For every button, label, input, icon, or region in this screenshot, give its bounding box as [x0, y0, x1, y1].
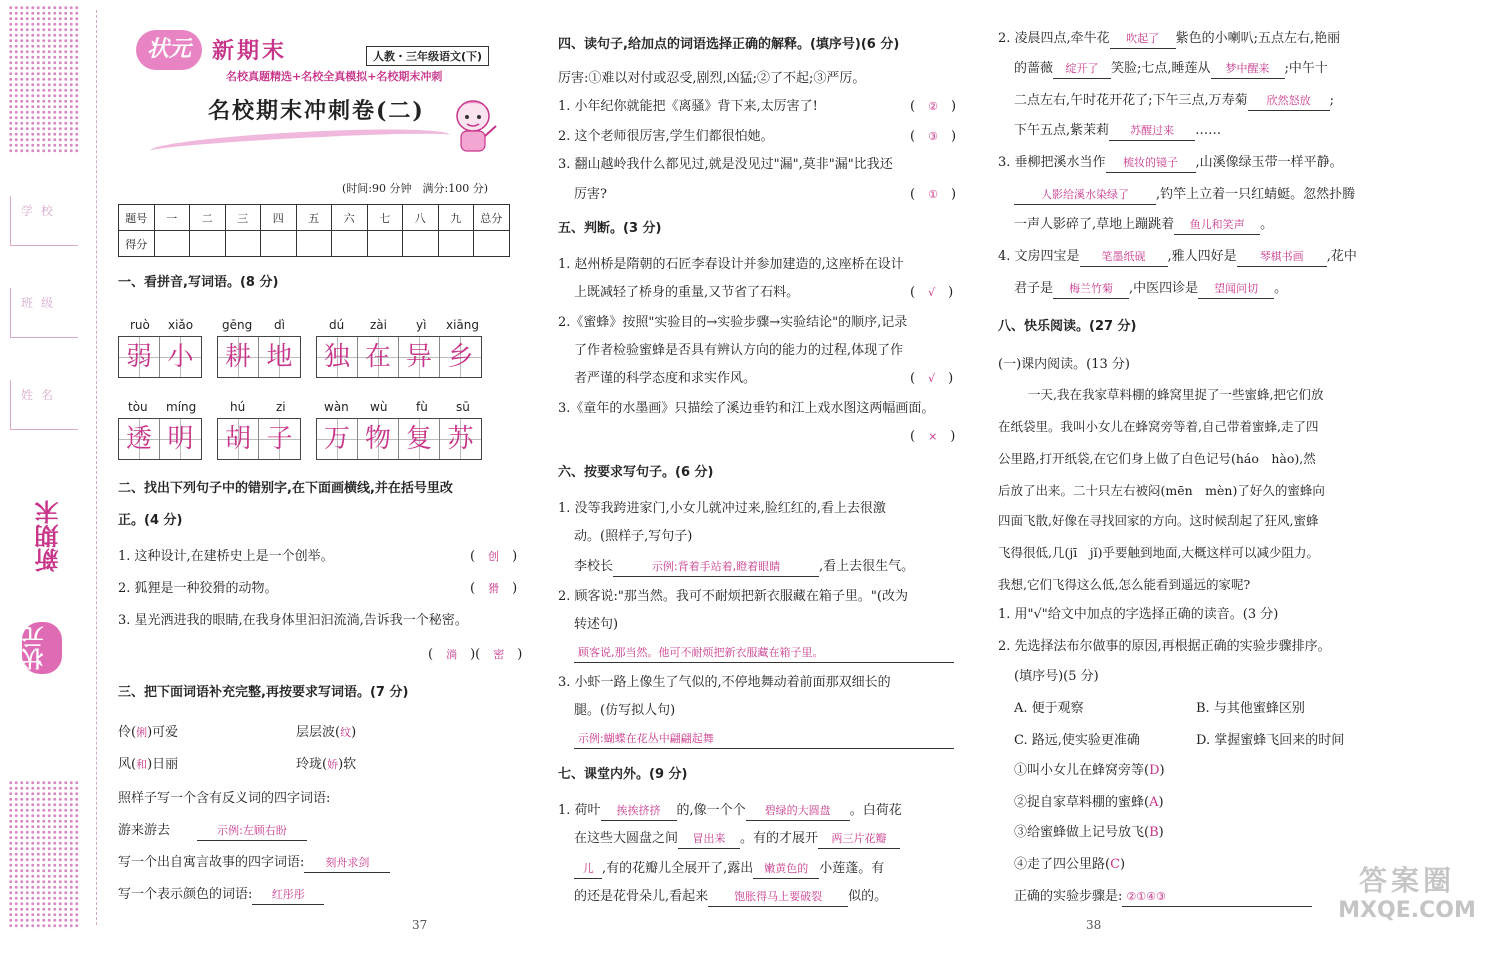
char-cell[interactable]: 透	[119, 419, 160, 459]
s5-q2: 2.《蜜蜂》按照"实验目的→实验步骤→实验结论"的顺序,记录	[558, 315, 908, 330]
page-number-left: 37	[412, 918, 428, 932]
s5-q1b: 上既减轻了桥身的重量,又节省了石料。	[574, 285, 800, 300]
char-cell[interactable]: 耕	[218, 337, 259, 377]
score-header: 五	[296, 205, 332, 231]
logo-badge: 状元	[136, 30, 202, 70]
score-header: 一	[154, 205, 190, 231]
tagline: 名校真题精选+名校全真模拟+名校期末冲刺	[226, 70, 443, 83]
score-table	[118, 204, 510, 257]
watermark-title: 答案圈	[1358, 864, 1455, 897]
char-cell[interactable]: 弱	[119, 337, 160, 377]
s4-q2: 2. 这个老师很厉害,学生们都很怕她。	[558, 129, 774, 144]
s8-q2: 2. 先选择法布尔做事的原因,再根据正确的实验步骤排序。	[998, 639, 1331, 654]
pinyin: gēng	[222, 318, 253, 332]
char-box-group	[316, 418, 482, 460]
s3-title: 三、把下面词语补充完整,再按要求写词语。(7 分)	[118, 685, 409, 700]
sidebar-brand: 新期末	[35, 500, 63, 572]
score-header: 总分	[474, 205, 510, 231]
s7-line2: 在这些大圆盘之间 冒出来 。有的才展开 两三片花瓣	[574, 830, 900, 849]
pinyin: yì	[416, 318, 427, 332]
s2-a1: ( 创 )	[470, 549, 518, 564]
score-cell[interactable]	[154, 231, 190, 257]
pinyin: xiǎo	[168, 318, 194, 332]
pinyin: fù	[416, 400, 428, 414]
score-cell[interactable]	[190, 231, 226, 257]
s8-p4: 后放了出来。二十只左右被闷(mēn mèn)了好久的蜜蜂向	[998, 483, 1325, 498]
s4-a3: ( ① )	[910, 187, 957, 202]
sidebar-logo: 状元	[22, 622, 62, 674]
s8-optB: B. 与其他蜜蜂区别	[1196, 701, 1305, 716]
pinyin: wù	[370, 400, 388, 414]
pinyin: zài	[370, 318, 387, 332]
score-cell[interactable]	[367, 231, 403, 257]
s4-a1: ( ② )	[910, 99, 957, 114]
char-box-group	[217, 418, 301, 460]
s4-def: 厉害:①难以对付或忍受,剧烈,凶猛;②了不起;③严厉。	[558, 71, 866, 86]
watermark-url: MXQE.COM	[1338, 898, 1476, 923]
pinyin: zi	[276, 400, 286, 414]
s7-line3: 儿 ,有的花瓣儿全展开了,露出 嫩黄色的 小莲蓬。有	[574, 860, 884, 879]
s8-q1: 1. 用"√"给文中加点的字选择正确的读音。(3 分)	[998, 607, 1279, 622]
r4-l1: 4. 文房四宝是 笔墨纸砚 ,雅人四好是 琴棋书画 ,花中	[998, 248, 1357, 267]
s4-title: 四、读句子,给加点的词语选择正确的解释。(填序号)(6 分)	[558, 37, 900, 52]
pinyin: ruò	[130, 318, 150, 332]
r3-l3: 一声人影碎了,草地上蹦跳着 鱼儿和笑声 。	[1014, 216, 1273, 235]
s8-step1: ①叫小女儿在蜂窝旁等(D)	[1014, 763, 1165, 778]
s1-title: 一、看拼音,写词语。(8 分)	[118, 275, 279, 290]
score-header: 二	[190, 205, 226, 231]
pinyin: xiāng	[446, 318, 480, 332]
s2-q3: 3. 星光洒进我的眼睛,在我身体里汩汩流淌,告诉我一个秘密。	[118, 613, 468, 628]
s4-q3: 3. 翻山越岭我什么都见过,就是没见过"漏",莫非"漏"比我还	[558, 157, 893, 172]
s4-q3b: 厉害?	[574, 187, 607, 202]
r2-l3: 二点左右,午时花开花了;下午三点,万寿菊 欣然怒放 ;	[1014, 92, 1334, 111]
s6-title: 六、按要求写句子。(6 分)	[558, 465, 714, 480]
s7-title: 七、课堂内外。(9 分)	[558, 767, 688, 782]
s6-q3: 3. 小虾一路上像生了气似的,不停地舞动着前面那双细长的	[558, 675, 891, 690]
char-box-group	[316, 336, 482, 378]
score-header: 七	[367, 205, 403, 231]
s6-a3: 示例:蝴蝶在花丛中翩翩起舞	[574, 730, 954, 749]
score-cell[interactable]	[438, 231, 474, 257]
char-box-group	[217, 336, 301, 378]
s3-color: 写一个表示颜色的词语: 红彤彤	[118, 886, 324, 905]
char-cell[interactable]: 在	[358, 337, 399, 377]
s6-q3b: 腿。(仿写拟人句)	[574, 703, 676, 718]
char-cell[interactable]: 苏	[440, 419, 481, 459]
s3-prompt: 照样子写一个含有反义词的四字词语:	[118, 791, 331, 806]
r2-l1: 2. 凌晨四点,牵牛花 吹起了 紫色的小喇叭;五点左右,艳丽	[998, 30, 1340, 49]
s2-q1: 1. 这种设计,在建桥史上是一个创举。	[118, 549, 334, 564]
pinyin: dì	[274, 318, 285, 332]
s2-title: 二、找出下列句子中的错别字,在下面画横线,并在括号里改	[118, 481, 453, 496]
s6-q1c: 李校长 示例:背着手站着,瞪着眼睛 ,看上去很生气。	[574, 558, 914, 577]
char-cell[interactable]: 万	[317, 419, 358, 459]
char-cell[interactable]: 独	[317, 337, 358, 377]
s5-title: 五、判断。(3 分)	[558, 221, 662, 236]
r4-l2: 君子是 梅兰竹菊 ,中医四诊是 望闻问切 。	[1014, 280, 1287, 299]
pinyin: tòu	[128, 400, 148, 414]
sidebar-dots-bottom	[8, 780, 80, 930]
school-field: 学校	[10, 196, 78, 246]
s8-p2: 在纸袋里。我叫小女儿在蜂窝旁等着,自己带着蜜蜂,走了四	[998, 419, 1319, 434]
s8-p5: 四面飞散,好像在寻找回家的方向。这时候刮起了狂风,蜜蜂	[998, 513, 1319, 528]
s3-idiom: 写一个出自寓言故事的四字词语: 刻舟求剑	[118, 854, 390, 873]
s5-q1: 1. 赵州桥是隋朝的石匠李春设计并参加建造的,这座桥在设计	[558, 257, 904, 272]
char-cell[interactable]: 乡	[440, 337, 481, 377]
score-row-label: 得分	[119, 231, 155, 257]
char-cell[interactable]: 明	[160, 419, 201, 459]
s6-q1b: 动。(照样子,写句子)	[574, 529, 693, 544]
s8-optC: C. 路远,使实验更准确	[1014, 733, 1140, 748]
r2-l4: 下午五点,紫茉莉 苏醒过来 ……	[1014, 122, 1221, 141]
s8-title: 八、快乐阅读。(27 分)	[998, 319, 1137, 334]
s8-optD: D. 掌握蜜蜂飞回来的时间	[1196, 733, 1345, 748]
pinyin: dú	[329, 318, 345, 332]
s8-p3: 公里路,打开纸袋,在它们身上做了白色记号(háo hào),然	[998, 451, 1316, 466]
r3-l2: 人影给溪水染绿了 ,钓竿上立着一只红蜻蜓。忽然扑腾	[1014, 186, 1355, 205]
score-header: 八	[403, 205, 439, 231]
score-header: 题号	[119, 205, 155, 231]
s3-w3: 风(和)日丽	[118, 757, 179, 772]
score-header: 四	[261, 205, 297, 231]
s6-q2: 2. 顾客说:"那当然。我可不耐烦把新衣服藏在箱子里。"(改为	[558, 589, 908, 604]
score-cell[interactable]	[332, 231, 368, 257]
s7-line1: 1. 荷叶 挨挨挤挤 的,像一个个 碧绿的大圆盘 。白荷花	[558, 802, 902, 821]
score-cell[interactable]	[261, 231, 297, 257]
s4-q1: 1. 小年纪你就能把《离骚》背下来,太厉害了!	[558, 99, 818, 114]
name-field: 姓名	[10, 380, 78, 430]
s8-step3: ③给蜜蜂做上记号放飞(B)	[1014, 825, 1164, 840]
header-swoosh	[150, 124, 451, 162]
s5-q2b: 了作者检验蜜蜂是否具有辨认方向的能力的过程,体现了作	[574, 343, 904, 358]
s8-step2: ②捉自家草料棚的蜜蜂(A)	[1014, 795, 1164, 810]
char-cell[interactable]: 异	[399, 337, 440, 377]
page-number-right: 38	[1086, 918, 1102, 932]
s8-sub: (一)课内阅读。(13 分)	[998, 357, 1130, 372]
score-cell[interactable]	[403, 231, 439, 257]
char-box-group	[118, 418, 202, 460]
s3-w1: 伶(俐)可爱	[118, 725, 179, 740]
char-box-group	[118, 336, 202, 378]
s5-a1: ( √ )	[910, 285, 954, 300]
s6-a2: 顾客说,那当然。他可不耐烦把新衣服藏在箱子里。	[574, 644, 954, 663]
pinyin: wàn	[324, 400, 349, 414]
s6-q2b: 转述句)	[574, 617, 619, 632]
r3-l1: 3. 垂柳把溪水当作 梳妆的镜子 ,山溪像绿玉带一样平静。	[998, 154, 1343, 173]
s8-p1: 一天,我在我家草料棚的蜂窝里捉了一些蜜蜂,把它们放	[1028, 387, 1324, 402]
watermark	[1322, 864, 1492, 924]
score-header: 九	[438, 205, 474, 231]
pinyin: míng	[166, 400, 197, 414]
s5-q2c: 者严谨的科学态度和求实作风。	[574, 371, 757, 386]
binding-line	[96, 10, 97, 925]
s6-q1: 1. 没等我跨进家门,小女儿就冲过来,脸红红的,看上去很激	[558, 501, 886, 516]
score-cell[interactable]	[474, 231, 510, 257]
s5-a3: ( × )	[910, 429, 956, 444]
s5-q3: 3.《童年的水墨画》只描绘了溪边垂钓和江上戏水图这两幅画面。	[558, 401, 935, 416]
char-cell[interactable]: 复	[399, 419, 440, 459]
s7-line4: 的还是花骨朵儿,看起来 饱胀得马上要破裂 似的。	[574, 888, 887, 907]
score-header: 六	[332, 205, 368, 231]
s3-w2: 层层波(纹)	[296, 725, 357, 740]
class-field: 班级	[10, 288, 78, 338]
s8-order: 正确的实验步骤是: ②①④③	[1014, 888, 1312, 907]
s8-optA: A. 便于观察	[1014, 701, 1084, 716]
char-cell[interactable]: 胡	[218, 419, 259, 459]
time-score: (时间:90 分钟 满分:100 分)	[342, 182, 488, 195]
mascot-icon	[446, 96, 500, 158]
s8-step4: ④走了四公里路(C)	[1014, 857, 1126, 872]
score-cell[interactable]	[296, 231, 332, 257]
s2-title-cont: 正。(4 分)	[118, 513, 183, 528]
edition-label: 人教・三年级语文(下)	[366, 46, 489, 66]
score-cell[interactable]	[225, 231, 261, 257]
series-title: 新期末	[212, 39, 288, 64]
s4-a2: ( ③ )	[910, 129, 957, 144]
s8-q2b: (填序号)(5 分)	[1014, 669, 1099, 684]
paper-title: 名校期末冲刺卷(二)	[208, 98, 425, 124]
s5-a2: ( √ )	[910, 371, 954, 386]
r2-l2: 的蔷薇 绽开了 笑脸;七点,睡莲从 梦中醒来 ;中午十	[1014, 60, 1328, 79]
s2-q2: 2. 狐狸是一种狡猾的动物。	[118, 581, 278, 596]
s3-w4: 玲珑(娇)软	[296, 757, 357, 772]
char-cell[interactable]: 小	[160, 337, 201, 377]
s2-a2: ( 猾 )	[470, 581, 518, 596]
sidebar-dots-top	[8, 5, 80, 155]
char-cell[interactable]: 物	[358, 419, 399, 459]
pinyin: sū	[456, 400, 470, 414]
score-header: 三	[225, 205, 261, 231]
s3-example: 游来游去 示例:左顾右盼	[118, 822, 307, 841]
char-cell[interactable]: 子	[259, 419, 300, 459]
s8-p6: 飞得很低,几(jī jǐ)乎要触到地面,大概这样可以减少阻力。	[998, 545, 1319, 560]
s2-a3: ( 淌 )( 密 )	[428, 647, 523, 662]
pinyin: hú	[230, 400, 246, 414]
char-cell[interactable]: 地	[259, 337, 300, 377]
s8-p7: 我想,它们飞得这么低,怎么能看到遥远的家呢?	[998, 577, 1251, 592]
